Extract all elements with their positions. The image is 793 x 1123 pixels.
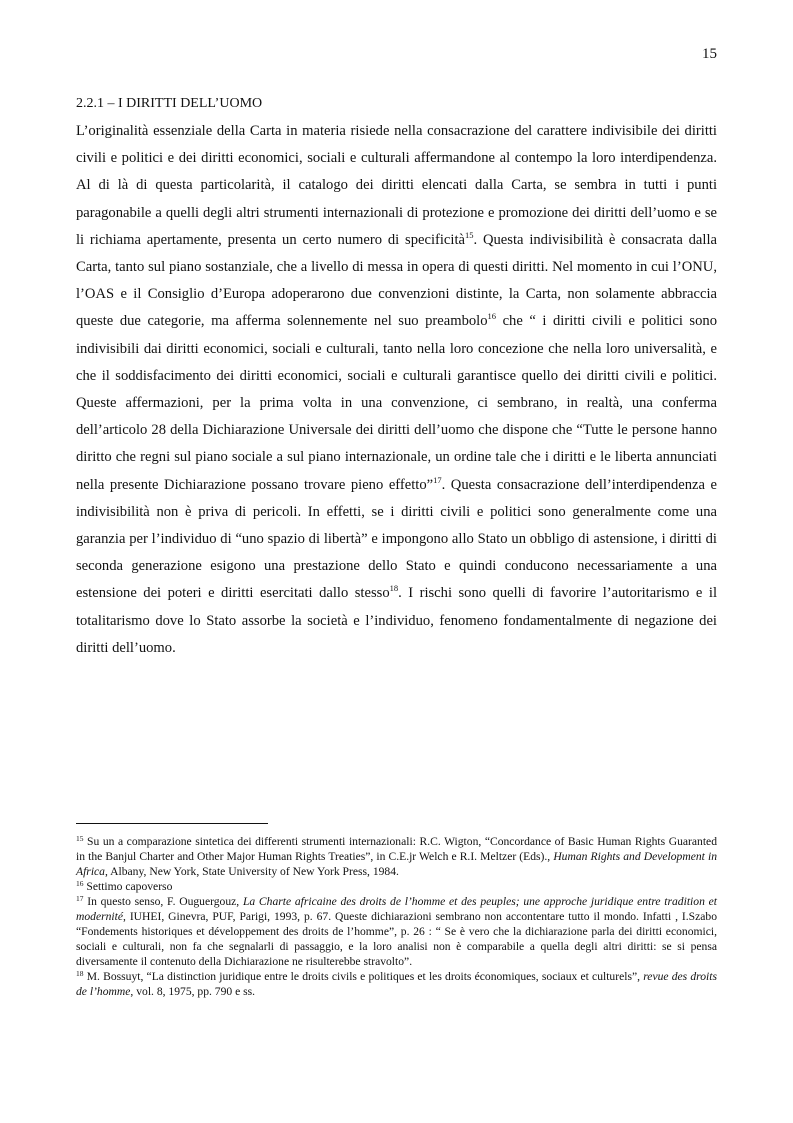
- footnote-text: M. Bossuyt, “La distinction juridique entre le droits civils e politiques et les droits économiques, sociaux et culturels”,: [83, 970, 644, 983]
- page-number: 15: [702, 46, 717, 62]
- body-paragraph: [76, 118, 717, 662]
- footnote-text: In questo senso, F. Ouguergouz,: [83, 895, 243, 908]
- footnote-number: 16: [76, 879, 84, 888]
- footnote-number: 15: [76, 834, 84, 843]
- footnotes-section: [76, 823, 717, 999]
- body-text-segment: che “ i diritti civili e politici sono indivisibili dai diritti economici, sociali e culturali, tanto nella loro concezione che nella loro universalità, e che il soddisfacimento dei diritti economici, sociali e culturali garantisce quello dei diritti civili e politici. Queste affermazioni, per la prima volta in una convenzione, ci sembrano, in realtà, una conferma dell’articolo 28 della Dichiarazione Universale dei diritti dell’uomo che dispone che “Tutte le persone hanno diritto che regni sul piano sociale a sul piano internazionale, un ordine tale che i diritti e le liberta annunciati nella presente Dichiarazione possano trovare pieno effetto”: [76, 313, 717, 493]
- footnote-text: Settimo capoverso: [83, 880, 173, 893]
- footnote-divider: [76, 823, 268, 824]
- footnote-title: La Charte africaine des droits de l’homme et des peuples; une approche juridique entre tradition et modernité: [76, 895, 717, 923]
- footnote-ref-16[interactable]: 16: [487, 311, 497, 322]
- footnote-text: , IUHEI, Ginevra, PUF, Parigi, 1993, p. 67. Queste dichiarazioni sembrano non accontentare tutto il mondo. Infatti , I.Szabo “Fondements historiques et développement des droits de l’homme”, p. 26 : “ Se è vero che la dichiarazione parla dei diritti economici, sociali e culturali, non fa che segnalarli di passaggio, e la loro analisi non è comparabile a quella degli altri diritti: se si pensa diversamente il contenuto della Dichiarazione ne risulterebbe stravolto”.: [76, 910, 717, 968]
- footnote-text: , Albany, New York, State University of New York Press, 1984.: [104, 865, 399, 878]
- body-text-segment: . I rischi sono quelli di favorire l’autoritarismo e il totalitarismo dove lo Stato assorbe la società e l’individuo, fenomeno fondamentalmente di negazione dei diritti dell’uomo.: [76, 585, 717, 656]
- body-text-segment: . Questa consacrazione dell’interdipendenza e indivisibilità non è priva di pericoli. In effetti, se i diritti civili e politici sono generalmente come una garanzia per l’individuo di “uno spazio di libertà” e impongono allo Stato un obbligo di astensione, i diritti di seconda generazione esigono una prestazione dello Stato e quindi conducono necessariamente a una estensione dei poteri e diritti esercitati dallo stesso: [76, 476, 717, 602]
- body-text-segment: . Questa indivisibilità è consacrata dalla Carta, tanto sul piano sostanziale, che a livello di messa in opera di questi diritti. Nel momento in cui l’ONU, l’OAS e il Consiglio d’Europa adoperarono due convenzioni distinte, la Carta, non solamente abbraccia queste due categorie, ma afferma solennemente nel suo preambolo: [76, 231, 717, 330]
- main-content: [76, 92, 717, 662]
- footnote-text: Su un a comparazione sintetica dei differenti strumenti internazionali: R.C. Wigton, “Concordance of Basic Human Rights Guaranted in the Banjul Charter and Other Major Human Rights Treaties”, in C.E.jr Welch e R.I. Meltzer (Eds).,: [76, 835, 717, 863]
- footnote-text: , vol. 8, 1975, pp. 790 e ss.: [130, 985, 256, 998]
- body-text-segment: L’originalità essenziale della Carta in materia risiede nella consacrazione del carattere indivisibile dei diritti civili e politici e dei diritti economici, sociali e culturali affermandone al contempo la loro interdipendenza. Al di là di questa particolarità, il catalogo dei diritti elencati dalla Carta, se sembra in tutti i punti paragonabile a quelli degli altri strumenti internazionali di protezione e promozione dei diritti dell’uomo e se li richiama apertamente, presenta un certo numero di specificità: [76, 123, 717, 248]
- section-heading: 2.2.1 – I DIRITTI DELL’UOMO: [76, 96, 263, 111]
- footnote-number: 18: [76, 969, 84, 978]
- footnote-title: revue des droits de l’homme: [76, 970, 718, 998]
- footnote-16: [76, 879, 717, 894]
- footnote-ref-15[interactable]: 15: [465, 229, 474, 240]
- footnote-title: Human Rights and Development in Africa: [76, 850, 717, 878]
- footnote-18: [76, 969, 717, 999]
- footnote-15: [76, 834, 717, 879]
- footnote-ref-18[interactable]: 18: [389, 583, 399, 594]
- footnote-17: [76, 894, 717, 969]
- footnote-number: 17: [76, 894, 84, 903]
- footnote-ref-17[interactable]: 17: [433, 474, 442, 485]
